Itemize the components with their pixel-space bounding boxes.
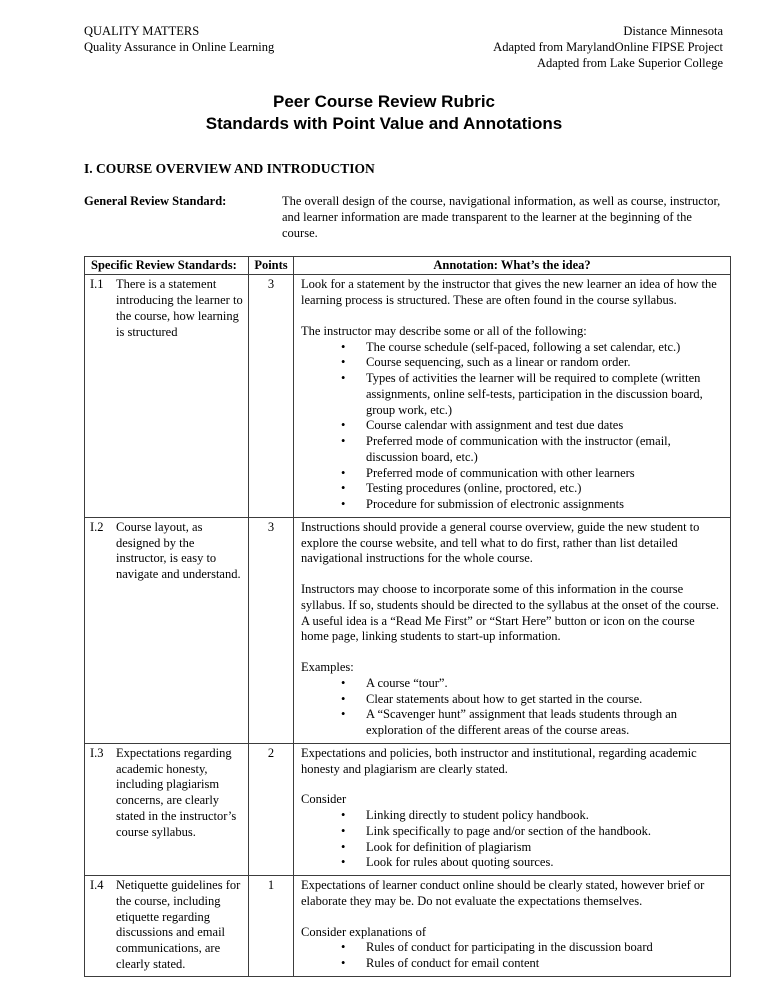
bullet-item: • Testing procedures (online, proctored, etc.) xyxy=(366,481,722,497)
bullet-item: • Clear statements about how to get started in the course. xyxy=(366,692,722,708)
standard-id: I.4 xyxy=(90,878,104,893)
bullet-item: • A course “tour”. xyxy=(366,676,722,692)
bullet-item: • Procedure for submission of electronic assignments xyxy=(366,497,722,513)
annotation-bullet-list xyxy=(301,676,722,739)
section-heading: I. COURSE OVERVIEW AND INTRODUCTION xyxy=(84,161,375,177)
header-row xyxy=(85,256,731,275)
title-line-1: Peer Course Review Rubric xyxy=(272,92,496,112)
table-row xyxy=(85,876,731,977)
letterhead-left xyxy=(84,24,274,56)
standard-text: Expectations regarding academic honesty, including plagiarism concerns, are clearly stated in the instructor’s course syllabus. xyxy=(116,745,237,839)
standard-text: Course layout, as designed by the instructor, is easy to navigate and understand. xyxy=(116,519,241,582)
standard-entry xyxy=(90,746,244,841)
letterhead xyxy=(84,24,723,71)
points-value: 3 xyxy=(249,517,294,743)
annotation-cell xyxy=(294,743,731,875)
bullet-item: • Rules of conduct for email content xyxy=(366,956,722,972)
standard-cell xyxy=(85,275,249,518)
standard-entry xyxy=(90,878,244,973)
rubric-table-header xyxy=(85,256,731,275)
annotation-cell xyxy=(294,275,731,518)
standard-id: I.1 xyxy=(90,277,104,292)
points-value: 3 xyxy=(249,275,294,518)
annotation-bullet-list xyxy=(301,340,722,513)
standard-id: I.3 xyxy=(90,745,104,760)
attribution-line: Adapted from MarylandOnline FIPSE Project xyxy=(493,39,723,54)
standard-id: I.2 xyxy=(90,519,104,534)
standard-text: Netiquette guidelines for the course, including etiquette regarding discussions and email communications, are clearly stated. xyxy=(116,878,241,971)
annotation-paragraph: Consider xyxy=(301,792,347,807)
points-value: 1 xyxy=(249,876,294,977)
standard-cell xyxy=(85,876,249,977)
annotation-paragraph: Expectations of learner conduct online should be clearly stated, however brief or elaborate they may be. Do not evaluate the expectations themselves. xyxy=(301,878,705,908)
annotation-paragraph: Instructors may choose to incorporate some of this information in the course syllabus. If so, students should be directed to the syllabus at the onset of the course. A useful idea is a “Read Me First” or “Start Here” button or icon on the course home page, linking students to start-up information. xyxy=(301,582,719,644)
bullet-item: • Preferred mode of communication with other learners xyxy=(366,466,722,482)
annotation-paragraph: Consider explanations of xyxy=(301,924,426,939)
bullet-item: • A “Scavenger hunt” assignment that leads students through an exploration of the different areas of the course areas. xyxy=(366,707,722,739)
rubric-table xyxy=(84,256,731,977)
annotation-paragraph: Examples: xyxy=(301,660,354,675)
annotation-paragraph: The instructor may describe some or all of the following: xyxy=(301,323,587,338)
standard-entry xyxy=(90,520,244,583)
rubric-table-body xyxy=(85,275,731,977)
attribution-line: Adapted from Lake Superior College xyxy=(536,55,723,70)
column-header-points: Points xyxy=(249,256,294,275)
standard-cell xyxy=(85,517,249,743)
annotation-paragraph: Look for a statement by the instructor that gives the new learner an idea of how the learning process is structured. These are often found in the course syllabus. xyxy=(301,277,717,308)
bullet-item: • Link specifically to page and/or section of the handbook. xyxy=(366,824,722,840)
bullet-item: • Course calendar with assignment and test due dates xyxy=(366,418,722,434)
bullet-item: • Linking directly to student policy handbook. xyxy=(366,808,722,824)
bullet-item: • Look for rules about quoting sources. xyxy=(366,855,722,871)
standard-text: There is a statement introducing the learner to the course, how learning is structured xyxy=(116,277,243,339)
standard-entry xyxy=(90,277,244,340)
general-standard-text: The overall design of the course, navigational information, as well as course, instructor, and learner information are made transparent to the learner at the beginning of the course. xyxy=(282,194,721,240)
org-tagline: Quality Assurance in Online Learning xyxy=(84,39,275,54)
general-standard-block xyxy=(84,194,723,241)
title-line-2: Standards with Point Value and Annotations xyxy=(205,114,563,134)
points-value: 2 xyxy=(249,743,294,875)
annotation-bullet-list xyxy=(301,940,722,972)
annotation-cell xyxy=(294,517,731,743)
bullet-item: • Preferred mode of communication with the instructor (email, discussion board, etc.) xyxy=(366,434,722,466)
standard-cell xyxy=(85,743,249,875)
annotation-cell xyxy=(294,876,731,977)
table-row xyxy=(85,517,731,743)
bullet-item: • Look for definition of plagiarism xyxy=(366,840,722,856)
table-row xyxy=(85,275,731,518)
bullet-item: • Course sequencing, such as a linear or random order. xyxy=(366,355,722,371)
annotation-bullet-list xyxy=(301,808,722,871)
table-row xyxy=(85,743,731,875)
annotation-paragraph: Expectations and policies, both instructor and institutional, regarding academic honesty and plagiarism are clearly stated. xyxy=(301,745,697,776)
letterhead-right xyxy=(493,24,723,71)
attribution-line: Distance Minnesota xyxy=(623,24,723,38)
bullet-item: • Rules of conduct for participating in the discussion board xyxy=(366,940,722,956)
bullet-item: • The course schedule (self-paced, following a set calendar, etc.) xyxy=(366,340,722,356)
bullet-item: • Types of activities the learner will be required to complete (written assignments, online self-tests, participation in the discussion board, group work, etc.) xyxy=(366,371,722,418)
document-title xyxy=(0,91,768,135)
column-header-standards: Specific Review Standards: xyxy=(85,256,249,275)
column-header-annotation: Annotation: What’s the idea? xyxy=(294,256,731,275)
org-name: QUALITY MATTERS xyxy=(84,24,200,38)
general-standard-label: General Review Standard: xyxy=(84,194,227,209)
annotation-paragraph: Instructions should provide a general course overview, guide the new student to explore the course website, and tell what to do first, rather than list detailed navigational instructions for the whole course. xyxy=(301,519,700,566)
